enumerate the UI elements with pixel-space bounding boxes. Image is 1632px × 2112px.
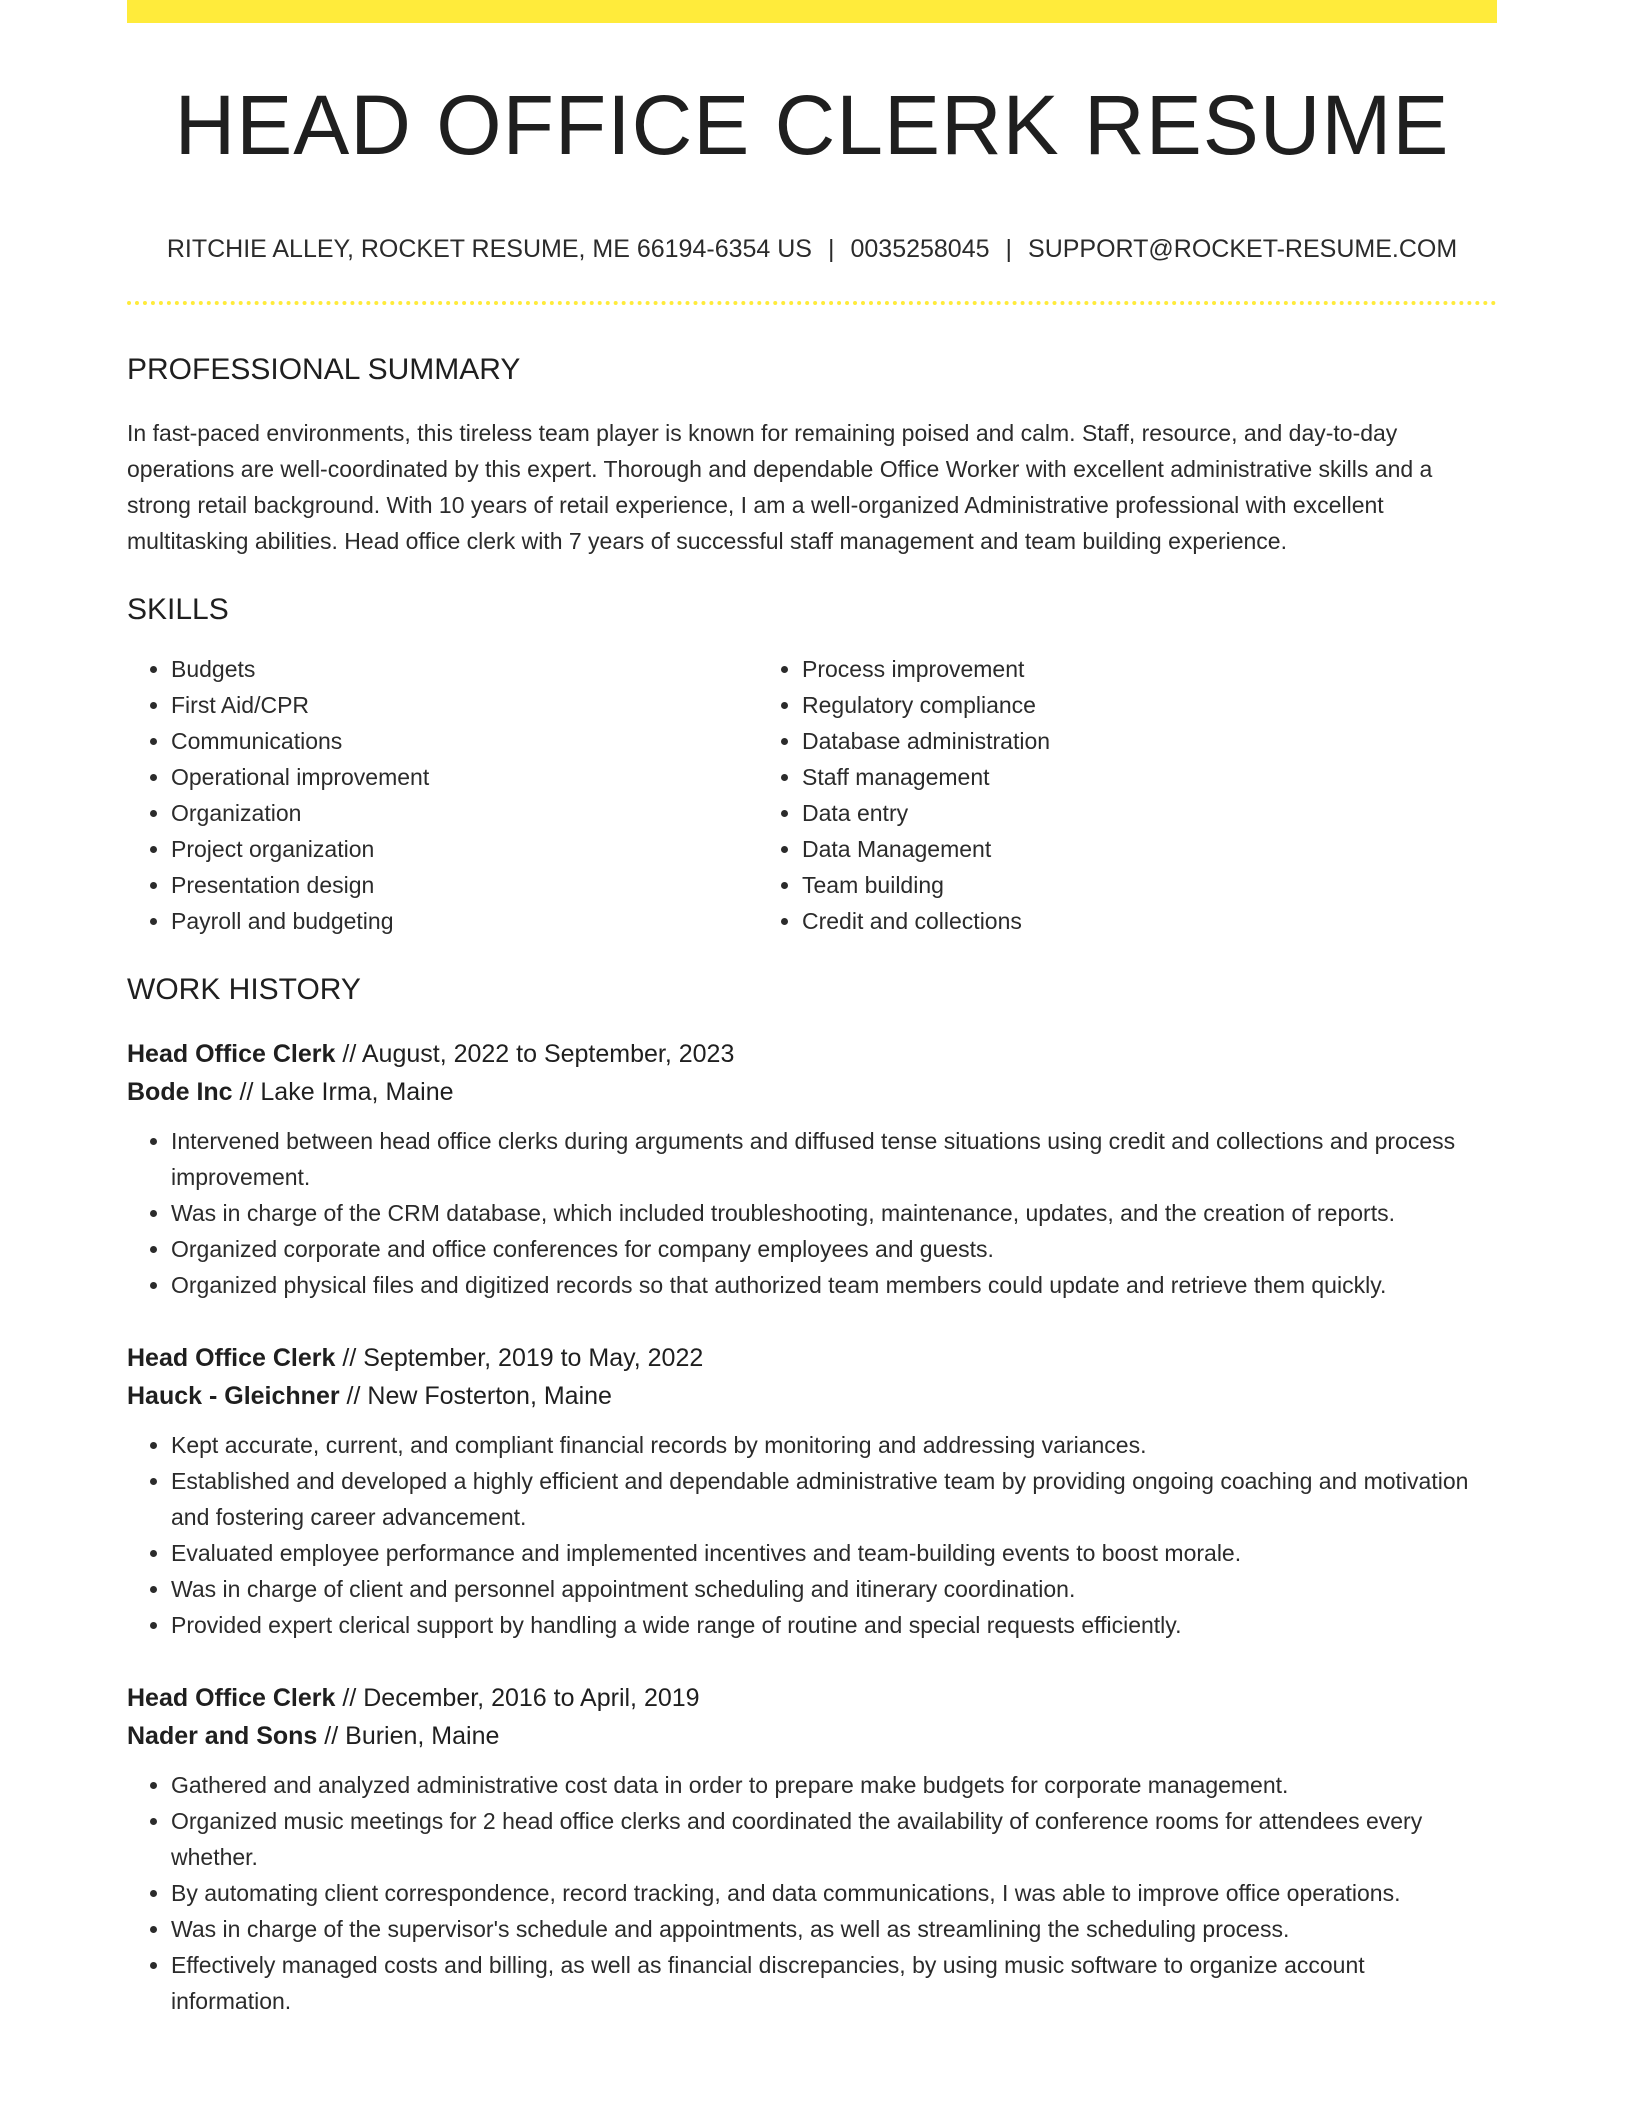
skills-column-right (758, 651, 1497, 939)
summary-heading: PROFESSIONAL SUMMARY (127, 353, 521, 386)
skills-column-left (127, 651, 758, 939)
job-bullet: • Intervened between head office clerks during arguments and diffused tense situations using credit and collections and process improvement. (171, 1123, 1497, 1195)
job-title-line (127, 1679, 1497, 1717)
skill-item: • Project organization (171, 831, 758, 867)
job-separator: // (342, 1344, 357, 1372)
resume-page (127, 0, 1497, 2019)
skill-item: • Operational improvement (171, 759, 758, 795)
job-bullet: • Kept accurate, current, and compliant financial records by monitoring and addressing variances. (171, 1427, 1497, 1463)
job-company-line (127, 1073, 1497, 1111)
job-company: Bode Inc (127, 1078, 233, 1106)
job-bullet: • Gathered and analyzed administrative cost data in order to prepare make budgets for corporate management. (171, 1767, 1497, 1803)
job-title: Head Office Clerk (127, 1040, 336, 1068)
job-bullet: • Evaluated employee performance and implemented incentives and team-building events to boost morale. (171, 1535, 1497, 1571)
contact-line (127, 235, 1497, 264)
job-separator: // (342, 1684, 357, 1712)
job-company: Hauck - Gleichner (127, 1382, 340, 1410)
job-bullets (127, 1123, 1497, 1303)
job-entry (127, 1035, 1497, 1303)
contact-phone: 0035258045 (850, 235, 990, 263)
job-separator: // (239, 1078, 254, 1106)
job-title-line (127, 1339, 1497, 1377)
resume-title: HEAD OFFICE CLERK RESUME (174, 78, 1450, 172)
skills-heading: SKILLS (127, 593, 229, 626)
skill-item: • Communications (171, 723, 758, 759)
contact-separator: | (827, 235, 835, 263)
job-company-line (127, 1377, 1497, 1415)
job-bullet: • Provided expert clerical support by handling a wide range of routine and special requests efficiently. (171, 1607, 1497, 1643)
contact-address: RITCHIE ALLEY, ROCKET RESUME, ME 66194-6354 US (166, 235, 812, 263)
skill-item: • Regulatory compliance (802, 687, 1497, 723)
job-location: Lake Irma, Maine (260, 1078, 454, 1106)
job-entry (127, 1679, 1497, 2019)
skill-item: • Data entry (802, 795, 1497, 831)
job-bullet: • Organized music meetings for 2 head office clerks and coordinated the availability of conference rooms for attendees every whether. (171, 1803, 1497, 1875)
skill-item: • Organization (171, 795, 758, 831)
job-bullet: • Was in charge of the supervisor's schedule and appointments, as well as streamlining the scheduling process. (171, 1911, 1497, 1947)
job-bullets (127, 1427, 1497, 1643)
job-dates: September, 2019 to May, 2022 (363, 1344, 704, 1372)
job-title-line (127, 1035, 1497, 1073)
job-bullet: • Was in charge of the CRM database, which included troubleshooting, maintenance, updates, and the creation of reports. (171, 1195, 1497, 1231)
job-location: Burien, Maine (345, 1722, 500, 1750)
skill-item: • Team building (802, 867, 1497, 903)
job-bullets (127, 1767, 1497, 2019)
skill-item: • Presentation design (171, 867, 758, 903)
skill-item: • Data Management (802, 831, 1497, 867)
job-separator: // (324, 1722, 339, 1750)
skill-item: • Process improvement (802, 651, 1497, 687)
job-separator: // (346, 1382, 361, 1410)
dotted-divider (127, 301, 1497, 305)
job-title: Head Office Clerk (127, 1344, 336, 1372)
job-title: Head Office Clerk (127, 1684, 336, 1712)
job-bullet: • Was in charge of client and personnel appointment scheduling and itinerary coordination. (171, 1571, 1497, 1607)
job-company: Nader and Sons (127, 1722, 318, 1750)
skill-item: • Staff management (802, 759, 1497, 795)
work-history-heading: WORK HISTORY (127, 973, 361, 1006)
job-company-line (127, 1717, 1497, 1755)
job-bullet: • Organized physical files and digitized records so that authorized team members could update and retrieve them quickly. (171, 1267, 1497, 1303)
skill-item: • Payroll and budgeting (171, 903, 758, 939)
job-separator: // (342, 1040, 357, 1068)
job-bullet: • Effectively managed costs and billing, as well as financial discrepancies, by using music software to organize account information. (171, 1947, 1497, 2019)
contact-email: SUPPORT@ROCKET-RESUME.COM (1028, 235, 1458, 263)
skill-item: • First Aid/CPR (171, 687, 758, 723)
skills-list (127, 651, 1497, 939)
summary-text: In fast-paced environments, this tireless team player is known for remaining poised and calm. Staff, resource, and day-to-day operations are well-coordinated by this expert. Thorough and dependable Office Worker with excellent administrative skills and a strong retail background. With 10 years of retail experience, I am a well-organized Administrative professional with excellent multitasking abilities. Head office clerk with 7 years of successful staff management and team building experience. (127, 420, 1433, 554)
skill-item: • Credit and collections (802, 903, 1497, 939)
job-location: New Fosterton, Maine (367, 1382, 612, 1410)
job-entry (127, 1339, 1497, 1643)
skill-item: • Database administration (802, 723, 1497, 759)
skill-item: • Budgets (171, 651, 758, 687)
work-history-list (127, 1035, 1497, 2019)
job-dates: December, 2016 to April, 2019 (363, 1684, 700, 1712)
job-bullet: • Organized corporate and office conferences for company employees and guests. (171, 1231, 1497, 1267)
contact-separator: | (1005, 235, 1013, 263)
job-bullet: • By automating client correspondence, record tracking, and data communications, I was able to improve office operations. (171, 1875, 1497, 1911)
accent-top-bar (127, 0, 1497, 23)
job-bullet: • Established and developed a highly efficient and dependable administrative team by providing ongoing coaching and motivation and fostering career advancement. (171, 1463, 1497, 1535)
job-dates: August, 2022 to September, 2023 (361, 1040, 735, 1068)
